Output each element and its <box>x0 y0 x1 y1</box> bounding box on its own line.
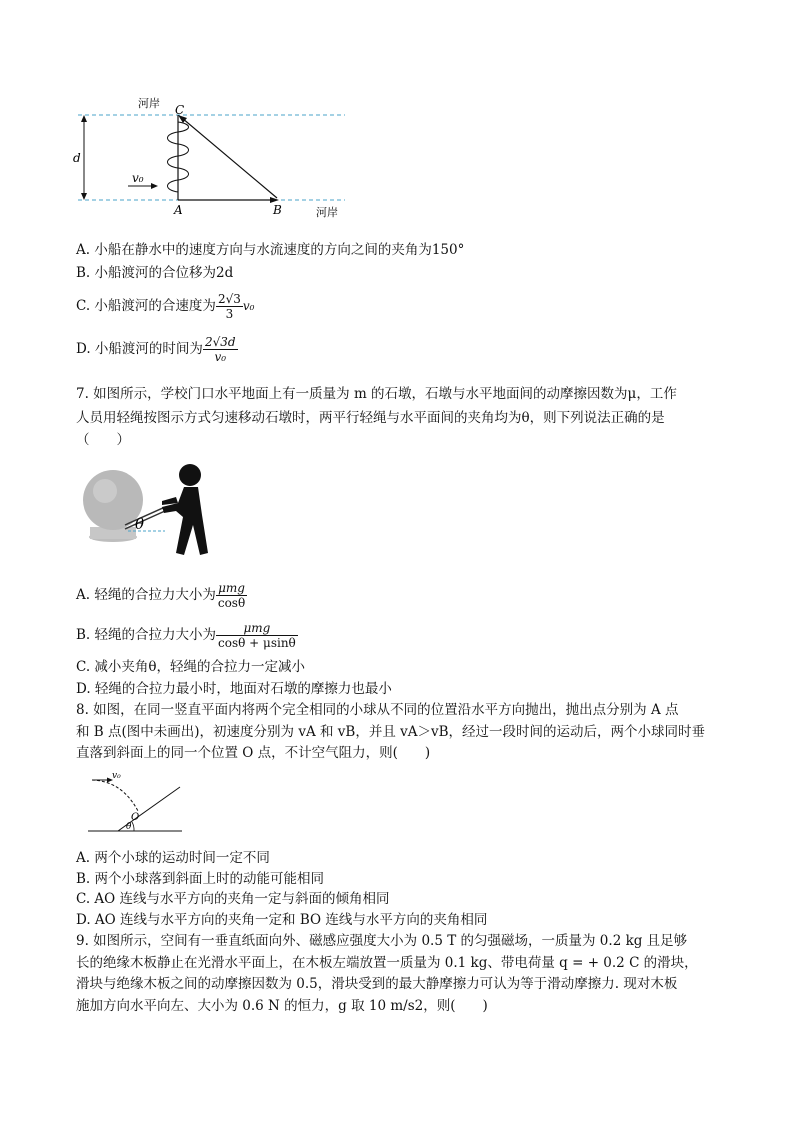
river-crossing-figure <box>70 92 370 222</box>
label-d: d <box>73 151 81 165</box>
label-top-bank: 河岸 <box>138 97 160 110</box>
person-head <box>179 464 201 486</box>
q6-option-d: D. 小船渡河的时间为 $\frac{2√3d}{\text{v₀}}$ <box>76 335 236 364</box>
q7-stem-line3: （ ） <box>76 432 130 448</box>
label-theta: θ <box>126 822 132 832</box>
q8-option-b: B. 两个小球落到斜面上时的动能可能相同 <box>76 871 325 887</box>
q8-option-a: A. 两个小球的运动时间一定不同 <box>76 850 270 866</box>
q9-stem-line2: 长的绝缘木板静止在光滑水平面上，在木板左端放置一质量为 0.1 kg、带电荷量 q = + 0.2 C 的滑块， <box>76 955 698 971</box>
label-bottom-bank: 河岸 <box>316 206 338 219</box>
q8-stem-line1: 8. 如图，在同一竖直平面内将两个完全相同的小球从不同的位置沿水平方向抛出，抛出点分别为 A 点 <box>76 702 679 718</box>
stone-pull-figure <box>80 455 220 567</box>
label-O: O <box>131 812 140 823</box>
q7-option-c: C. 减小夹角θ，轻绳的合拉力一定减小 <box>76 659 306 675</box>
angle-theta: θ <box>135 515 145 533</box>
trajectory-curve <box>92 780 138 811</box>
q7-stem-line1: 7. 如图所示，学校门口水平地面上有一质量为 m 的石墩，石墩与水平地面间的动摩擦因数为μ，工作 <box>76 386 677 402</box>
q7-option-d: D. 轻绳的合拉力最小时，地面对石墩的摩擦力也最小 <box>76 681 392 697</box>
q8-option-d: D. AO 连线与水平方向的夹角一定和 BO 连线与水平方向的夹角相同 <box>76 912 488 928</box>
q7-a-fraction: $\frac{\text{μmg}}{\cos\theta}$ <box>217 581 246 610</box>
q7-option-b: B. 轻绳的合拉力大小为 $\frac{\text{μmg}}{\cos\theta + \mu\sin\theta}$ <box>76 621 296 650</box>
q8-stem-line2: 和 B 点(图中未画出)，初速度分别为 vA 和 vB，并且 vA＞vB，经过一段时间的运动后，两个小球同时垂 <box>76 724 706 740</box>
label-v0: v₀ <box>112 771 121 781</box>
label-C: C <box>175 103 185 117</box>
q9-stem-line3: 滑块与绝缘木板之间的动摩擦因数为 0.5，滑块受到的最大静摩擦力可认为等于滑动摩擦力. 现对木板 <box>76 976 678 992</box>
label-B: B <box>273 203 282 217</box>
q7-option-a: A. 轻绳的合拉力大小为 $\frac{\text{μmg}}{\cos\theta}$ <box>76 581 246 610</box>
q6-option-a: A. 小船在静水中的速度方向与水流速度的方向之间的夹角为150° <box>76 242 465 258</box>
q6-d-fraction: $\frac{2√3d}{\text{v₀}}$ <box>204 335 236 364</box>
person-body <box>162 487 208 555</box>
q7-b-fraction: $\frac{\text{μmg}}{\cos\theta + \mu\sin\theta}$ <box>218 621 296 650</box>
q9-stem-line1: 9. 如图所示，空间有一垂直纸面向外、磁感应强度大小为 0.5 T 的匀强磁场，一质量为 0.2 kg 且足够 <box>76 933 688 949</box>
label-A: A <box>174 203 183 217</box>
q6-c-fraction: $\frac{2√3}{3}$ <box>217 292 241 321</box>
q8-option-c: C. AO 连线与水平方向的夹角一定与斜面的倾角相同 <box>76 891 390 907</box>
q6-option-b: B. 小船渡河的合位移为2d <box>76 265 234 281</box>
label-v0: v₀ <box>132 171 144 185</box>
q9-stem-line4: 施加方向水平向左、大小为 0.6 N 的恒力，g 取 10 m/s2，则( ) <box>76 998 488 1014</box>
projectile-slope-figure <box>82 767 192 839</box>
q7-stem-line2: 人员用轻绳按图示方式匀速移动石墩时，两平行轻绳与水平面间的夹角均为θ，则下列说法正确的是 <box>76 410 665 426</box>
q8-stem-line3: 直落到斜面上的同一个位置 O 点，不计空气阻力，则( ) <box>76 745 431 761</box>
q6-option-c: C. 小船渡河的合速度为 $\frac{2√3}{3}$ v₀ <box>76 292 255 321</box>
